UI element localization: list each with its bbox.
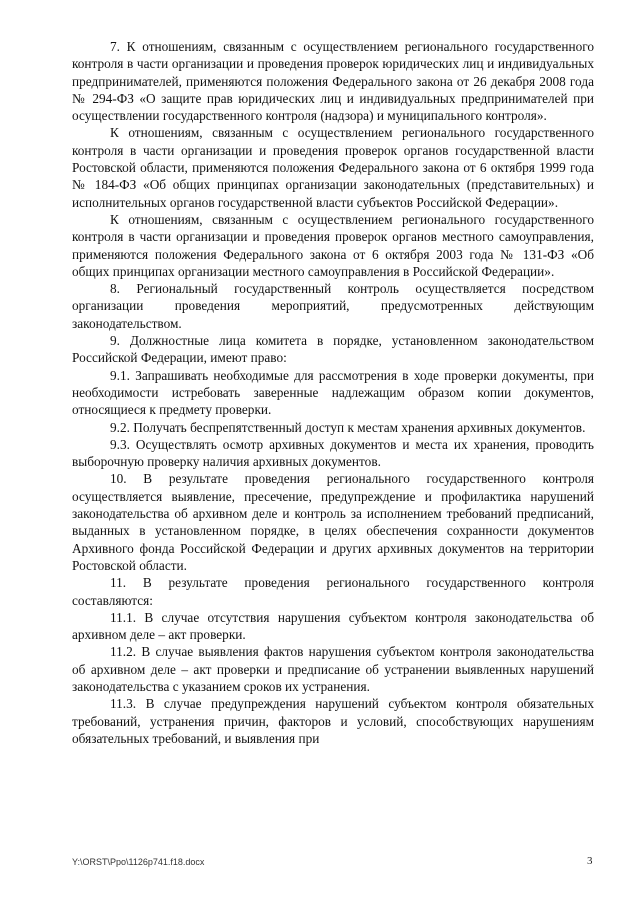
paragraph-7-local-government: К отношениям, связанным с осуществлением регионального государственного контроля в части организации и проведения проверок органов местного самоуправления, применяются положения Федерального закона от 6 октября 2003 года № 131-ФЗ «Об общих принципах организации местного самоуправления в Российской Федерации».: [72, 211, 594, 279]
paragraph-7: 7. К отношениям, связанным с осуществлением регионального государственного контроля в части организации и проведения проверок юридических лиц и индивидуальных предпринимателей, применяются положения Федерального закона от 26 декабря 2008 года № 294-ФЗ «О защите прав юридических лиц и индивидуальных предпринимателей при осуществлении государственного контроля (надзора) и муниципального контроля».: [72, 39, 594, 124]
paragraph-11-1: 11.1. В случае отсутствия нарушения субъектом контроля законодательства об архивном деле – акт проверки.: [72, 609, 594, 643]
paragraph-11: 11. В результате проведения регионального государственного контроля составляются:: [72, 575, 594, 608]
paragraph-9-3: 9.3. Осуществлять осмотр архивных документов и места их хранения, проводить выборочную проверку наличия архивных документов.: [72, 436, 594, 470]
document-body: [72, 38, 594, 747]
paragraph-11-2: 11.2. В случае выявления фактов нарушения субъектом контроля законодательства об архивном деле – акт проверки и предписание об устранении выявленных нарушений законодательства с указанием сроков их устранения.: [72, 644, 594, 694]
paragraph-9: 9. Должностные лица комитета в порядке, установленном законодательством Российской Федерации, имеют право:: [72, 333, 594, 366]
footer-file-path: Y:\ORST\Ppo\1126p741.f18.docx: [72, 857, 205, 867]
paragraph-9-2: 9.2. Получать беспрепятственный доступ к местам хранения архивных документов.: [110, 419, 586, 435]
footer-page-number: 3: [587, 855, 593, 867]
paragraph-7-regional-authorities: К отношениям, связанным с осуществлением регионального государственного контроля в части организации и проведения проверок органов государственной власти Ростовской области, применяются положения Федерального закона от 6 октября 1999 года № 184-ФЗ «Об общих принципах организации законодательных (представительных) и исполнительных органов государственной власти субъектов Российской Федерации».: [72, 125, 594, 210]
paragraph-9-1: 9.1. Запрашивать необходимые для рассмотрения в ходе проверки документы, при необходимости истребовать заверенные надлежащим образом копии документов, относящиеся к предмету проверки.: [72, 367, 594, 418]
paragraph-10: 10. В результате проведения регионального государственного контроля осуществляется выявление, пресечение, предупреждение и профилактика нарушений законодательства об архивном деле и контроль за исполнением требований предписаний, выданных в установленном порядке, в целях обеспечения сохранности документов Архивного фонда Российской Федерации и других архивных документов на территории Ростовской области.: [72, 471, 594, 573]
paragraph-11-3: 11.3. В случае предупреждения нарушений субъектом контроля обязательных требований, устранения причин, факторов и условий, способствующих нарушениям обязательных требований, и выявления при: [72, 696, 594, 746]
paragraph-8: 8. Региональный государственный контроль осуществляется посредством организации проведения мероприятий, предусмотренных действующим законодательством.: [72, 281, 594, 331]
